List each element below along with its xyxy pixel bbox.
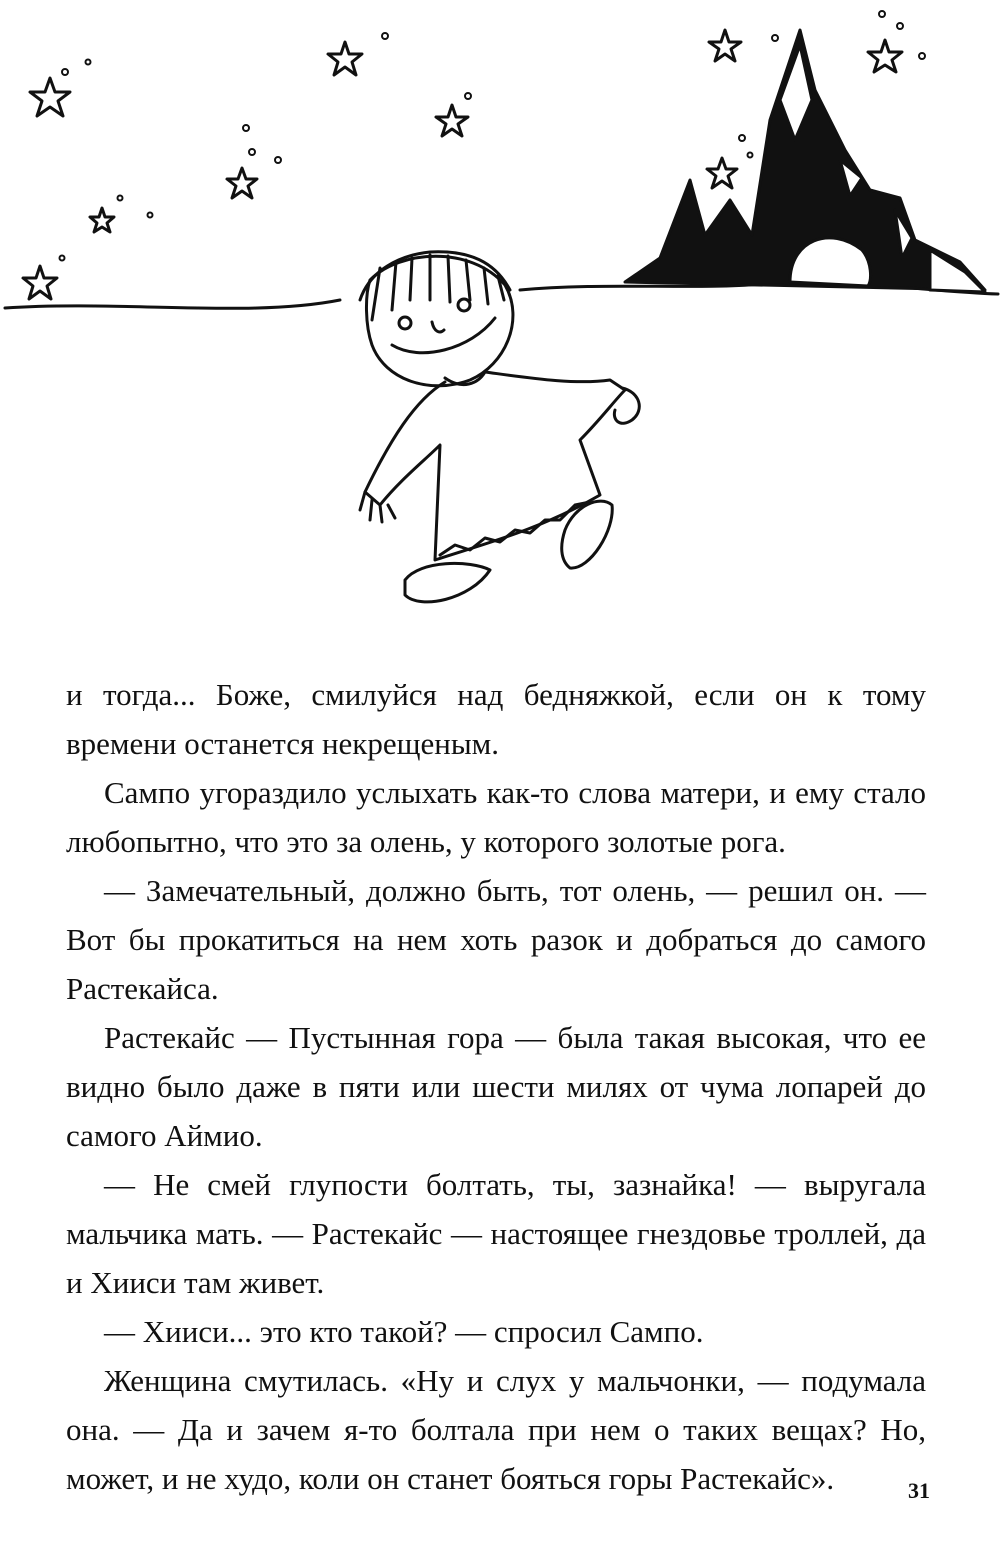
- boy-foot-left: [405, 563, 490, 601]
- paragraph: Растекайс — Пустынная гора — была такая высокая, что ее видно было даже в пяти или шести милях от чума лопарей до самого Аймио.: [66, 1020, 926, 1153]
- boy-mouth: [392, 318, 495, 353]
- boy-eye-right: [458, 299, 470, 311]
- paragraph: — Не смей глупости болтать, ты, зазнайка! — выругала мальчика мать. — Растекайс — настоящее гнездовье троллей, да и Хииси там живет.: [66, 1167, 926, 1300]
- illustration: [0, 0, 1000, 640]
- paragraph: — Хииси... это кто такой? — спросил Сампо.: [104, 1314, 704, 1349]
- star-icon: [328, 42, 362, 75]
- boy-hand-left: [360, 492, 395, 522]
- star-icon: [30, 78, 70, 116]
- boy-figure: [360, 252, 639, 602]
- star-icon: [707, 158, 737, 188]
- mountain: [625, 30, 985, 292]
- boy-nose: [432, 322, 444, 332]
- boy-hair: [360, 252, 510, 320]
- boy-tunic-hem: [440, 502, 590, 555]
- star-icon: [436, 105, 468, 136]
- paragraph: Сампо угораздило услыхать как-то слова матери, и ему стало любопытно, что это за олень, у которого золотые рога.: [66, 775, 926, 859]
- star-icon: [23, 266, 57, 299]
- paragraph: Женщина смутилась. «Ну и слух у мальчонки, — подумала она. — Да и зачем я-то болтала при нем о таких вещах? Но, может, и не худо, коли он станет бояться горы Растекайс».: [66, 1363, 926, 1496]
- paragraph: — Замечательный, должно быть, тот олень, — решил он. — Вот бы прокатиться на нем хоть разок и добраться до самого Растекайса.: [66, 873, 926, 1006]
- star-icon: [227, 168, 257, 198]
- story-text: [66, 670, 926, 1503]
- star-icon: [90, 208, 114, 232]
- page-number: 31: [908, 1478, 930, 1503]
- star-icon: [709, 30, 741, 61]
- boy-eye-left: [399, 317, 411, 329]
- star-icon: [868, 40, 902, 72]
- paragraph: и тогда... Боже, смилуйся над бедняжкой, если он к тому времени останется некрещеным.: [66, 677, 926, 761]
- boy-tunic: [365, 372, 625, 560]
- boy-hand-right: [614, 388, 639, 423]
